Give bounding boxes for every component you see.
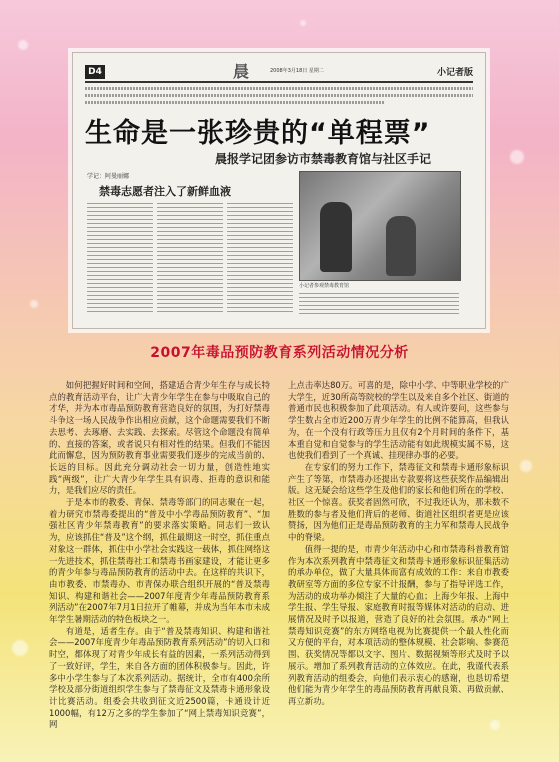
article-right-column [288, 380, 509, 708]
clipping-text-column [227, 203, 293, 315]
clipping-subheadline: 晨报学记团参访市禁毒教育馆与社区手记 [215, 152, 432, 166]
clipping-text-column [299, 293, 459, 317]
paragraph: 上点击率达80万。可喜的是，除中小学、中等职业学校的广大学生，近30所高等院校的学生以及来自多个社区、街道的普通市民也积极参加了此项活动。有人或许要问，这些参与学生数占全市近200万青少年学生的比例不能算高，但我认为，在一个没有行政等压力且仅有2个月时间的条件下，基本重自觉和自觉参与的学生活动能有如此规模实属不易，这也使我们看到了一个真诚、挂现律办事的必要。 [288, 380, 509, 461]
article-left-column [49, 380, 270, 731]
photo-caption: 小记者参观禁毒教育馆 [299, 283, 350, 289]
page-label: D4 [85, 65, 105, 79]
paragraph: 如何把握好时间和空间，搭建适合青少年生存与成长特点的教育活动平台，让广大青少年学生在参与中吸取自己的才华，并为本市毒品预防教育营造良好的氛围，为打好禁毒斗争这一场人民战争作出相应贡献，这个命题需要我们不断去思考、去琢磨、去实践、去探索。尽管这个命题没有简单的、直接的答案，或者说只有相对性的结果。但我们不能因此而懈怠，因为预防教育事业需要我们逐步的完成当前的、长远的目标。因此充分调动社会一切力量，创造性地实践“两级”，让广大青少年学生具有识毒、拒毒的意识和能力，是我们应尽的责任。 [49, 380, 270, 496]
paragraph: 于是本市的教委、青保、禁毒等部门的同志聚在一起，着力研究市禁毒委提出的“普及中小学毒品预防教育”、“加强社区青少年禁毒教育”的要求落实策略。同志们一致认为，应该抓住“普及”这个纲，抓住最期这一时空，抓住重点对象这一群体，抓住中小学社会实践这一载体，抓住网络这一先进技术，抓住禁毒社工和禁毒书画家建设，才能让更多的青少年参与毒品预防教育的活动中去。在这样的共识下，由市教委、市禁毒办、市青保办联合组织开展的“普及禁毒知识、构建和谐社会——2007年度青少年毒品预防教育系列活动”在2007年7月1日拉开了帷幕，并成为当年本市未成年学生暑期活动的特色板块之一。 [49, 497, 270, 625]
clipping-header [85, 62, 473, 83]
newspaper-logo: 晨 [233, 62, 250, 81]
clipping-text-column [157, 203, 223, 315]
decorative-sparkle [12, 640, 28, 656]
clipping-section: 小记者版 [436, 68, 473, 78]
clipping-kicker: 学记：阿曼丽娜 [87, 173, 130, 180]
intro-text-line [85, 101, 385, 104]
decorative-sparkle [520, 460, 532, 472]
decorative-sparkle [30, 300, 38, 308]
intro-text-line [85, 87, 473, 90]
newspaper-clipping [72, 52, 486, 329]
paragraph: 有道是，适者生存。由于“普及禁毒知识、构建和谐社会——2007年度青少年毒品预防教育系列活动”的切入口和时空，都体现了对青少年成长有益的因素，一系列活动得到了一致好评，学生，来自各方面的团体积极参与。因此，许多中小学生参与了本次系列活动。据统计，全市有400余所学校及部分街道组织学生参与了禁毒征文及禁毒卡通形象设计比赛活动。组委会共收到征文近2500篇，卡通设计近1000幅，有12万之多的学生参加了“网上禁毒知识竞赛”，网 [49, 625, 270, 730]
intro-text-line [85, 94, 473, 97]
decorative-sparkle [300, 20, 306, 26]
decorative-sparkle [510, 150, 524, 164]
paragraph: 在专家们的努力工作下，禁毒征文和禁毒卡通形象标识产生了等第，市禁毒办还提出专款要将这些获奖作品编辑出版。这无疑会给这些学生及他们的家长和他们所在的学校、社区一个惊喜。获奖者固然可欣，不过我还认为，那未数不胜数的参与者及他们背后的老师、街道社区组织者更是应该赞扬，因为他们正是毒品预防教育的主力军和禁毒人民战争中的脊梁。 [288, 461, 509, 543]
paragraph: 值得一提的是，市青少年活动中心和市禁毒科普教育馆作为本次系列教育中禁毒征文和禁毒卡通形象标识征集活动的承办单位，做了大量具体而富有成效的工作：来自市教委教研室等方面的多位专家不计报酬，参与了指导评选工作，为活动的成功举办倾注了大量的心血；上海少年报、上海中学生报、学生导报、家庭教育时报等媒体对活动的启动、进展情况及时予以报道，营造了良好的社会氛围。承办“网上禁毒知识竞赛”的东方网络电视为比赛提供一个最人性化而又方便的平台，对本项活动的整体规模、社会影响、参赛范围、获奖情况等都以文字、图片、数据视频等形式及时予以展示。增加了系列教育活动的立体效应。在此，我谨代表系列教育活动的组委会，向他们表示衷心的感谢，也恳切希望他们能为青少年学生的毒品预防教育再献良策、再做贡献、再立新功。 [288, 543, 509, 706]
clipping-date: 2008年3月18日 星期二 [270, 68, 324, 74]
clipping-text-column [87, 203, 153, 315]
clipping-photo [299, 171, 461, 281]
decorative-sparkle [18, 40, 28, 50]
clipping-subtitle: 禁毒志愿者注入了新鲜血液 [99, 185, 231, 198]
article-title: 2007年毒品预防教育系列活动情况分析 [150, 345, 409, 361]
decorative-sparkle [490, 720, 500, 730]
clipping-headline: 生命是一张珍贵的“单程票” [85, 118, 431, 149]
